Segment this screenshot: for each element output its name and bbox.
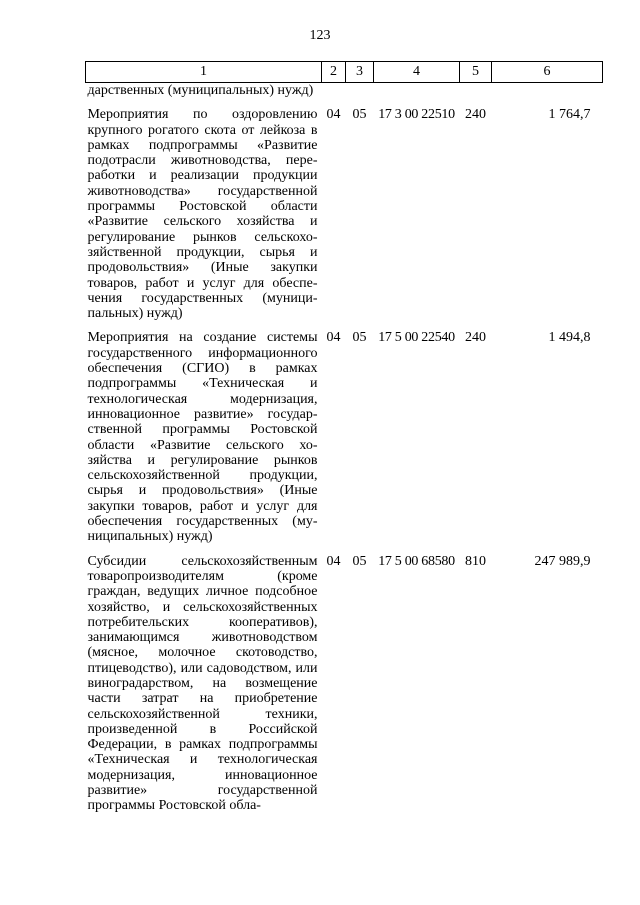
- row-expense-type: 240: [465, 107, 486, 123]
- budget-table: [85, 61, 603, 814]
- row-amount: 247 989,9: [534, 553, 591, 569]
- table-row: [86, 107, 603, 321]
- row-amount: [492, 83, 603, 99]
- row-section: [322, 83, 346, 99]
- header-col-4: 4: [374, 62, 460, 83]
- row-expense-type: 810: [465, 553, 486, 569]
- table-row: [86, 554, 603, 814]
- row-expense-type: [460, 83, 492, 99]
- row-name: Мероприятия на создание системы государственного информационного обеспечения (СГИО) в рамках подпрограммы «Техническая и технологическая модернизация, инновационное развитие» государственной программы Ростовской области «Развитие сельского хозяйства и регулирование рынков сельскохозяйственной продукции, сырья и продовольствия» (Иные закупки товаров, работ и услуг для обеспечения государственных (муниципальных) нужд): [87, 330, 318, 545]
- page-number: 123: [309, 28, 331, 43]
- row-expense-type: 240: [465, 330, 486, 346]
- row-name: Мероприятия по оздоровлению крупного рогатого скота от лейкоза в рамках подпрограммы «Развитие подотрасли животноводства, переработки и реализации продукции животноводства» государственной программы Ростовской области «Развитие сельского хозяйства и регулирование рынков сельскохозяйственной продукции, сырья и продовольствия» (Иные закупки товаров, работ и услуг для обеспечения государственных (муниципальных) нужд): [87, 107, 318, 322]
- row-target-code: [374, 83, 460, 99]
- row-subsection: 05: [352, 107, 367, 123]
- table-row: [86, 83, 603, 99]
- row-amount: 1 764,7: [548, 107, 591, 123]
- row-section: 04: [326, 330, 341, 346]
- row-subsection: 05: [352, 553, 367, 569]
- header-col-1: 1: [86, 62, 322, 83]
- header-col-6: 6: [492, 62, 603, 83]
- row-name: Субсидии сельскохозяйственным товаропроизводителям (кроме граждан, ведущих личное подсобное хозяйство, и сельскохозяйственных потребительских кооперативов), занимающимся животноводством (мясное, молочное скотоводство, птицеводство), или садоводством, или виноградарством, на возмещение части затрат на приобретение сельскохозяйственной техники, произведенной в Российской Федерации, в рамках подпрограммы «Техническая и технологическая модернизация, инновационное развитие» государственной программы Ростовской обла-: [87, 553, 318, 814]
- header-col-2: 2: [322, 62, 346, 83]
- row-name: дарственных (муниципальных) нужд): [87, 83, 314, 98]
- row-section: 04: [326, 107, 341, 123]
- header-col-5: 5: [460, 62, 492, 83]
- row-target-code: 17 3 00 22510: [378, 107, 455, 123]
- row-subsection: [346, 83, 374, 99]
- row-target-code: 17 5 00 68580: [378, 553, 455, 569]
- row-amount: 1 494,8: [548, 330, 591, 346]
- row-section: 04: [326, 553, 341, 569]
- table-row: [86, 330, 603, 544]
- header-col-3: 3: [346, 62, 374, 83]
- row-subsection: 05: [352, 330, 367, 346]
- row-target-code: 17 5 00 22540: [378, 330, 455, 346]
- table-header-row: [86, 62, 603, 83]
